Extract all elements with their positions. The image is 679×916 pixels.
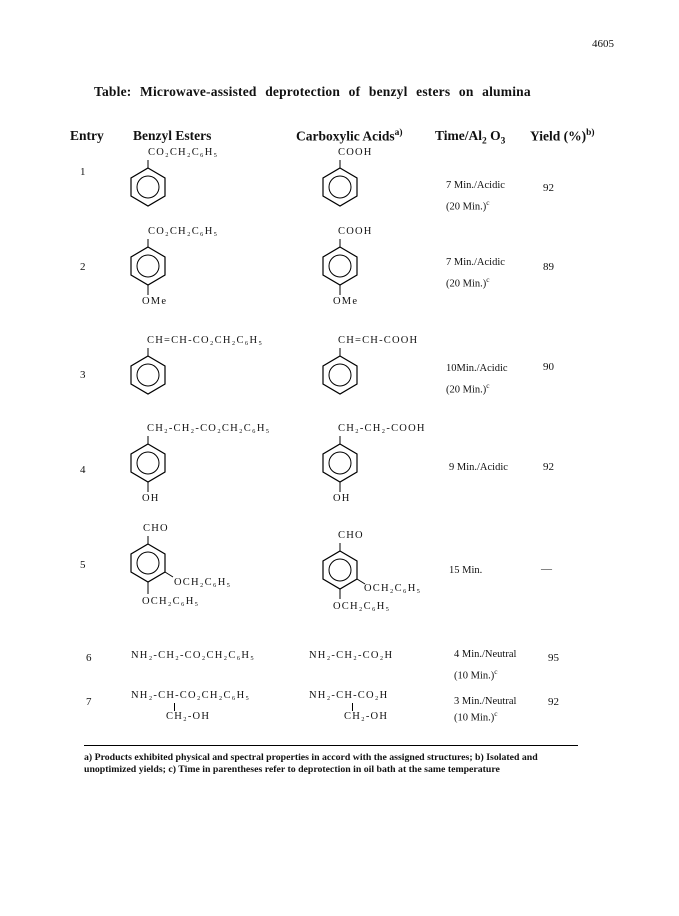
benzene-ring-icon: [127, 534, 187, 600]
reaction-conditions: [446, 360, 508, 399]
benzene-ring-icon: [127, 346, 187, 396]
acid-para-substituent: OH: [333, 493, 351, 504]
ester-side-chain: CH₂-OH: [166, 711, 211, 722]
header-entry: Entry: [70, 128, 104, 143]
ester-meta-substituent: OCH₂C₆H₅: [174, 577, 232, 588]
acid-formula: NH₂-CH-CO₂H: [309, 690, 389, 701]
header-benzyl-esters: Benzyl Esters: [133, 128, 212, 143]
header-time: [435, 128, 505, 147]
header-yield: [530, 128, 595, 145]
benzene-ring-icon: [127, 237, 187, 301]
ester-substituent: CH=CH-CO₂CH₂C₆H₅: [147, 335, 264, 346]
yield-value: —: [541, 563, 552, 575]
reaction-conditions: [446, 177, 505, 216]
bond-line: [174, 703, 175, 711]
yield-value: 92: [543, 182, 554, 194]
time-note-sup: c: [486, 198, 490, 207]
benzene-ring-icon: [319, 158, 379, 208]
time-note-sup: c: [494, 667, 498, 676]
time-value: 15 Min.: [449, 565, 483, 576]
time-note: [454, 663, 516, 685]
time-value: 3 Min./Neutral: [454, 696, 517, 707]
entry-number: 4: [80, 464, 86, 476]
benzene-ring-icon: [319, 541, 379, 607]
ester-para-substituent: OH: [142, 493, 160, 504]
header-acids-sup: a): [394, 128, 403, 138]
acid-substituent: COOH: [338, 147, 373, 158]
time-note-sup: c: [486, 275, 490, 284]
acid-substituent: COOH: [338, 226, 373, 237]
acid-substituent: CHO: [338, 530, 364, 541]
ester-substituent: CO₂CH₂C₆H₅: [148, 226, 219, 237]
header-time-pre: Time/Al: [435, 128, 482, 143]
page-number: 4605: [592, 38, 614, 50]
entry-number: 6: [86, 652, 92, 664]
reaction-conditions: [446, 254, 505, 293]
table-title: Table: Microwave-assisted deprotection of benzyl esters on alumina: [94, 84, 531, 99]
header-yield-text: Yield (%): [530, 128, 587, 144]
reaction-conditions: [454, 693, 516, 727]
yield-value: 92: [543, 461, 554, 473]
ester-formula: NH₂-CH-CO₂CH₂C₆H₅: [131, 690, 251, 701]
reaction-conditions: [454, 646, 516, 685]
acid-substituent: CH=CH-COOH: [338, 335, 419, 346]
header-time-sub: 2: [482, 136, 487, 147]
time-value: 7 Min./Acidic: [446, 180, 505, 191]
table-footnote: a) Products exhibited physical and spectral properties in accord with the assigned structures; b) Isolated and unoptimized yields; c) Time in parentheses refer to deprotection in oil bath at the same temperature: [84, 752, 538, 775]
footnote-rule: [84, 745, 578, 746]
reaction-conditions: [449, 562, 482, 579]
acid-formula: NH₂-CH₂-CO₂H: [309, 650, 394, 661]
time-value: 10Min./Acidic: [446, 363, 508, 374]
header-carboxylic-acids: [296, 128, 403, 145]
entry-number: 5: [80, 559, 86, 571]
entry-number: 7: [86, 696, 92, 708]
acid-substituent: CH₂-CH₂-COOH: [338, 423, 426, 434]
header-yield-sup: b): [586, 128, 595, 138]
header-acids-text: Carboxylic Acids: [296, 128, 395, 144]
acid-meta-substituent: OCH₂C₆H₅: [364, 583, 422, 594]
time-note-text: (20 Min.): [446, 384, 487, 396]
time-value: 7 Min./Acidic: [446, 257, 505, 268]
acid-side-chain: CH₂-OH: [344, 711, 389, 722]
benzene-ring-icon: [319, 346, 379, 396]
acid-para-substituent: OCH₂C₆H₅: [333, 601, 391, 612]
benzene-ring-icon: [319, 434, 379, 498]
time-note-text: (20 Min.): [446, 278, 487, 290]
header-time-sub2: 3: [500, 136, 506, 147]
ester-substituent: CH₂-CH₂-CO₂CH₂C₆H₅: [147, 423, 271, 434]
header-time-post: O: [486, 128, 501, 143]
benzene-ring-icon: [127, 158, 187, 208]
yield-value: 95: [548, 652, 559, 664]
time-note: [446, 377, 508, 399]
time-value: 4 Min./Neutral: [454, 649, 517, 660]
time-note-text: (10 Min.): [454, 712, 495, 724]
time-note: [446, 194, 505, 216]
time-note-sup: c: [494, 709, 498, 718]
time-note-text: (20 Min.): [446, 201, 487, 213]
benzene-ring-icon: [127, 434, 187, 498]
ester-substituent: CHO: [143, 523, 169, 534]
entry-number: 1: [80, 166, 86, 178]
bond-line: [352, 703, 353, 711]
entry-number: 2: [80, 261, 86, 273]
time-note-sup: c: [486, 381, 490, 390]
yield-value: 90: [543, 361, 554, 373]
time-value: 9 Min./Acidic: [449, 462, 508, 473]
acid-para-substituent: OMe: [333, 296, 359, 307]
ester-para-substituent: OMe: [142, 296, 168, 307]
yield-value: 92: [548, 696, 559, 708]
ester-para-substituent: OCH₂C₆H₅: [142, 596, 200, 607]
time-note-text: (10 Min.): [454, 670, 495, 682]
ester-substituent: CO₂CH₂C₆H₅: [148, 147, 219, 158]
entry-number: 3: [80, 369, 86, 381]
yield-value: 89: [543, 261, 554, 273]
benzene-ring-icon: [319, 237, 379, 301]
time-note: [446, 271, 505, 293]
reaction-conditions: [449, 459, 508, 476]
ester-formula: NH₂-CH₂-CO₂CH₂C₆H₅: [131, 650, 256, 661]
